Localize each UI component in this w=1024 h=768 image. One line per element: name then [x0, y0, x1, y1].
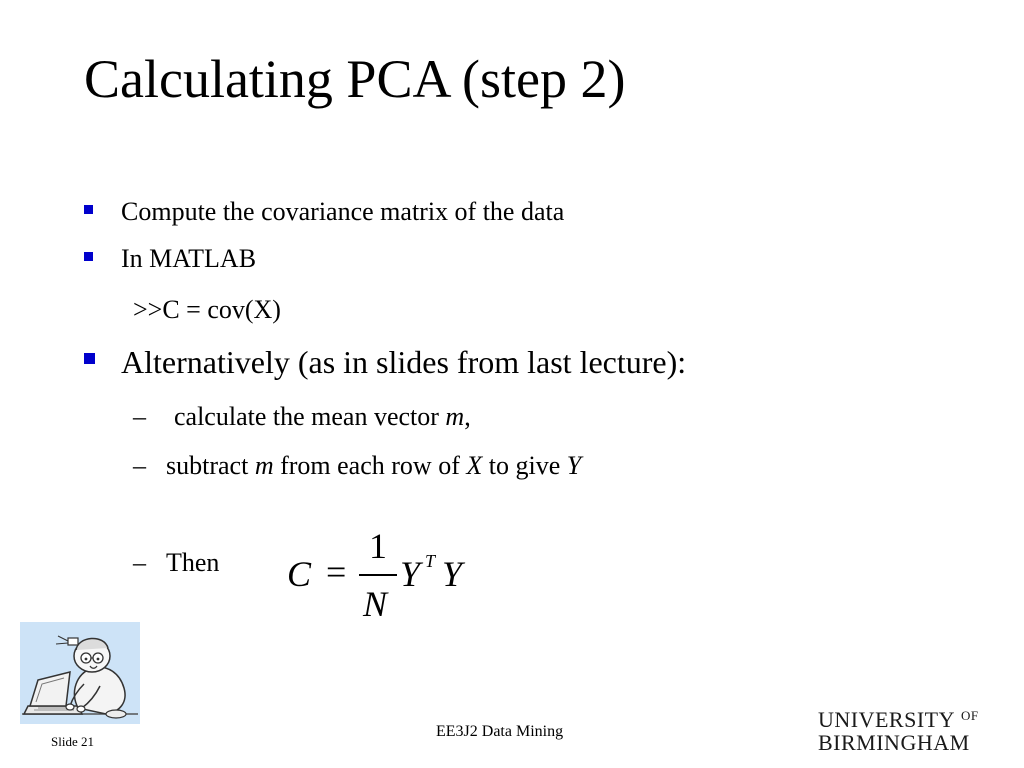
italic-symbol: Y: [566, 451, 582, 480]
formula-lhs: C: [287, 554, 312, 594]
formula-denominator: N: [363, 584, 388, 624]
sub-bullet-text: Then: [166, 548, 220, 577]
square-bullet-icon: [84, 252, 93, 261]
sub-bullet-text: [174, 404, 471, 430]
formula-factor-y: Y: [400, 554, 421, 594]
italic-symbol: m: [445, 402, 465, 431]
italic-symbol: m: [254, 451, 274, 480]
formula-equals: =: [326, 552, 347, 592]
cartoon-figure-icon: [20, 622, 140, 724]
logo-line-1: UNIVERSITY: [818, 707, 955, 732]
slide-title: Calculating PCA (step 2): [84, 49, 626, 109]
text-span: to give: [482, 451, 567, 480]
bullet-text: Compute the covariance matrix of the data: [121, 197, 565, 226]
bullet-text: In MATLAB: [121, 244, 257, 273]
cartoon-image: [20, 622, 140, 724]
logo-line-2: BIRMINGHAM: [818, 730, 970, 755]
formula-numerator: 1: [369, 526, 387, 566]
dash-bullet: –: [133, 402, 146, 431]
bullet-text: Alternatively (as in slides from last lecture):: [121, 344, 687, 380]
square-bullet-icon: [84, 205, 93, 214]
fraction-bar: [359, 574, 397, 576]
dash-bullet: –: [133, 548, 146, 577]
matlab-code-line: >>C = cov(X): [133, 295, 281, 324]
square-bullet-icon: [84, 353, 95, 364]
formula-factor-y: Y: [442, 554, 463, 594]
formula-transpose-superscript: T: [425, 551, 436, 571]
italic-symbol: X: [466, 451, 483, 480]
university-logo: [818, 706, 993, 756]
covariance-formula: [280, 526, 480, 626]
dash-bullet: –: [133, 451, 146, 480]
logo-of: OF: [961, 708, 979, 723]
text-span: from each row of: [273, 451, 467, 480]
text-span: ,: [464, 402, 471, 431]
slide-number: Slide 21: [51, 734, 94, 749]
text-span: subtract: [166, 451, 255, 480]
course-title: EE3J2 Data Mining: [436, 723, 564, 740]
sub-bullet-text: [166, 453, 581, 479]
text-span: calculate the mean vector: [174, 402, 446, 431]
